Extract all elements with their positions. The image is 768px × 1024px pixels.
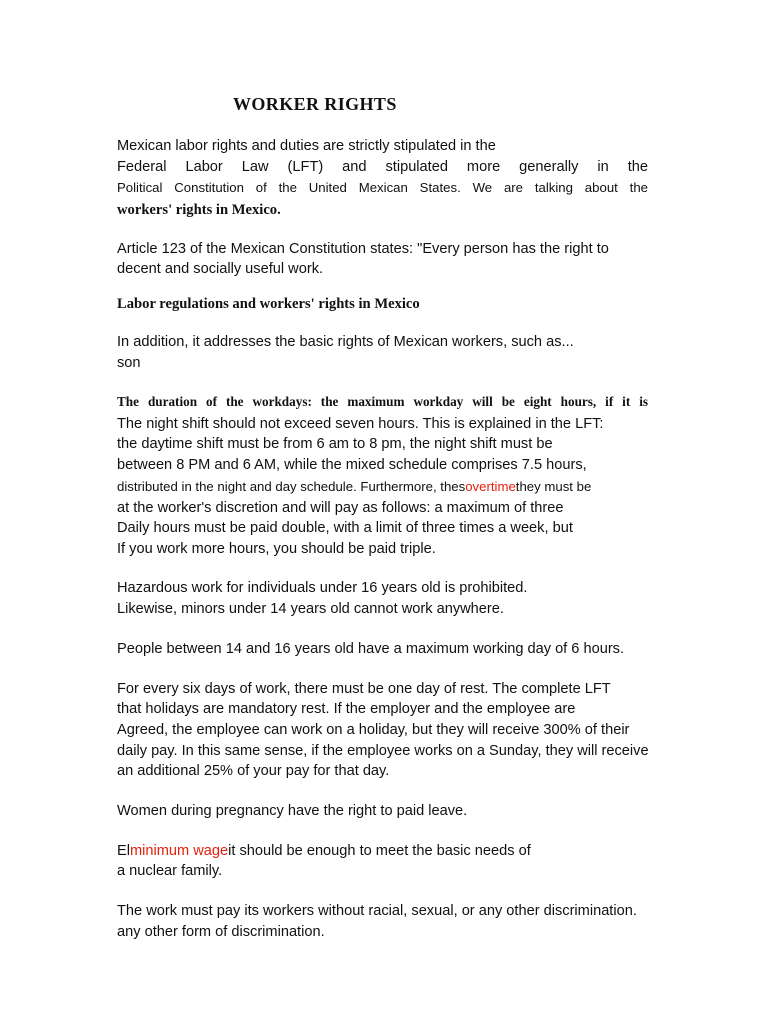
paragraph-line: Political Constitution of the United Mexican States. We are talking about the xyxy=(117,180,648,195)
paragraph-line: daily pay. In this same sense, if the employee works on a Sunday, they will receive xyxy=(117,743,649,759)
overtime-link[interactable]: overtime xyxy=(465,479,516,494)
paragraph-line: between 8 PM and 6 AM, while the mixed schedule comprises 7.5 hours, xyxy=(117,457,587,473)
paragraph-line: Mexican labor rights and duties are strictly stipulated in the xyxy=(117,138,496,154)
paragraph-line: decent and socially useful work. xyxy=(117,261,324,277)
paragraph-line: Federal Labor Law (LFT) and stipulated more generally in the xyxy=(117,159,648,175)
paragraph-line: workers' rights in Mexico. xyxy=(117,202,281,218)
line-text: distributed in the night and day schedule. Furthermore, thes xyxy=(117,479,466,494)
section-heading: The duration of the workdays: the maximum workday will be eight hours, if it is xyxy=(117,394,648,409)
paragraph-line: that holidays are mandatory rest. If the employer and the employee are xyxy=(117,701,576,717)
paragraph-line: Hazardous work for individuals under 16 years old is prohibited. xyxy=(117,580,528,596)
paragraph-line: a nuclear family. xyxy=(117,863,223,879)
paragraph-line-with-link xyxy=(117,477,591,497)
line-text: El xyxy=(117,843,130,859)
paragraph-line: at the worker's discretion and will pay as follows: a maximum of three xyxy=(117,500,564,516)
section-heading: Labor regulations and workers' rights in Mexico xyxy=(117,296,420,312)
paragraph-line: Agreed, the employee can work on a holiday, but they will receive 300% of their xyxy=(117,722,630,738)
paragraph-line: Women during pregnancy have the right to paid leave. xyxy=(117,803,468,819)
paragraph-line: son xyxy=(117,355,141,371)
paragraph-line: In addition, it addresses the basic rights of Mexican workers, such as... xyxy=(117,334,574,350)
paragraph-line: The night shift should not exceed seven hours. This is explained in the LFT: xyxy=(117,416,604,432)
paragraph-line: any other form of discrimination. xyxy=(117,924,325,940)
paragraph-line: For every six days of work, there must be one day of rest. The complete LFT xyxy=(117,681,611,697)
paragraph-line: an additional 25% of your pay for that day. xyxy=(117,763,390,779)
line-text: it should be enough to meet the basic needs of xyxy=(228,843,531,859)
line-text: they must be xyxy=(515,479,592,494)
paragraph-line: Daily hours must be paid double, with a limit of three times a week, but xyxy=(117,520,573,536)
paragraph-line: the daytime shift must be from 6 am to 8 pm, the night shift must be xyxy=(117,436,553,452)
page-title: WORKER RIGHTS xyxy=(233,94,397,114)
minimum-wage-link[interactable]: minimum wage xyxy=(129,843,229,859)
paragraph-line: Article 123 of the Mexican Constitution states: "Every person has the right to xyxy=(117,241,609,257)
paragraph-line: People between 14 and 16 years old have a maximum working day of 6 hours. xyxy=(117,641,625,657)
paragraph-line: If you work more hours, you should be paid triple. xyxy=(117,541,436,557)
paragraph-line: The work must pay its workers without racial, sexual, or any other discrimination. xyxy=(117,903,637,919)
paragraph-line-with-link xyxy=(117,841,531,861)
paragraph-line: Likewise, minors under 14 years old cannot work anywhere. xyxy=(117,601,504,617)
